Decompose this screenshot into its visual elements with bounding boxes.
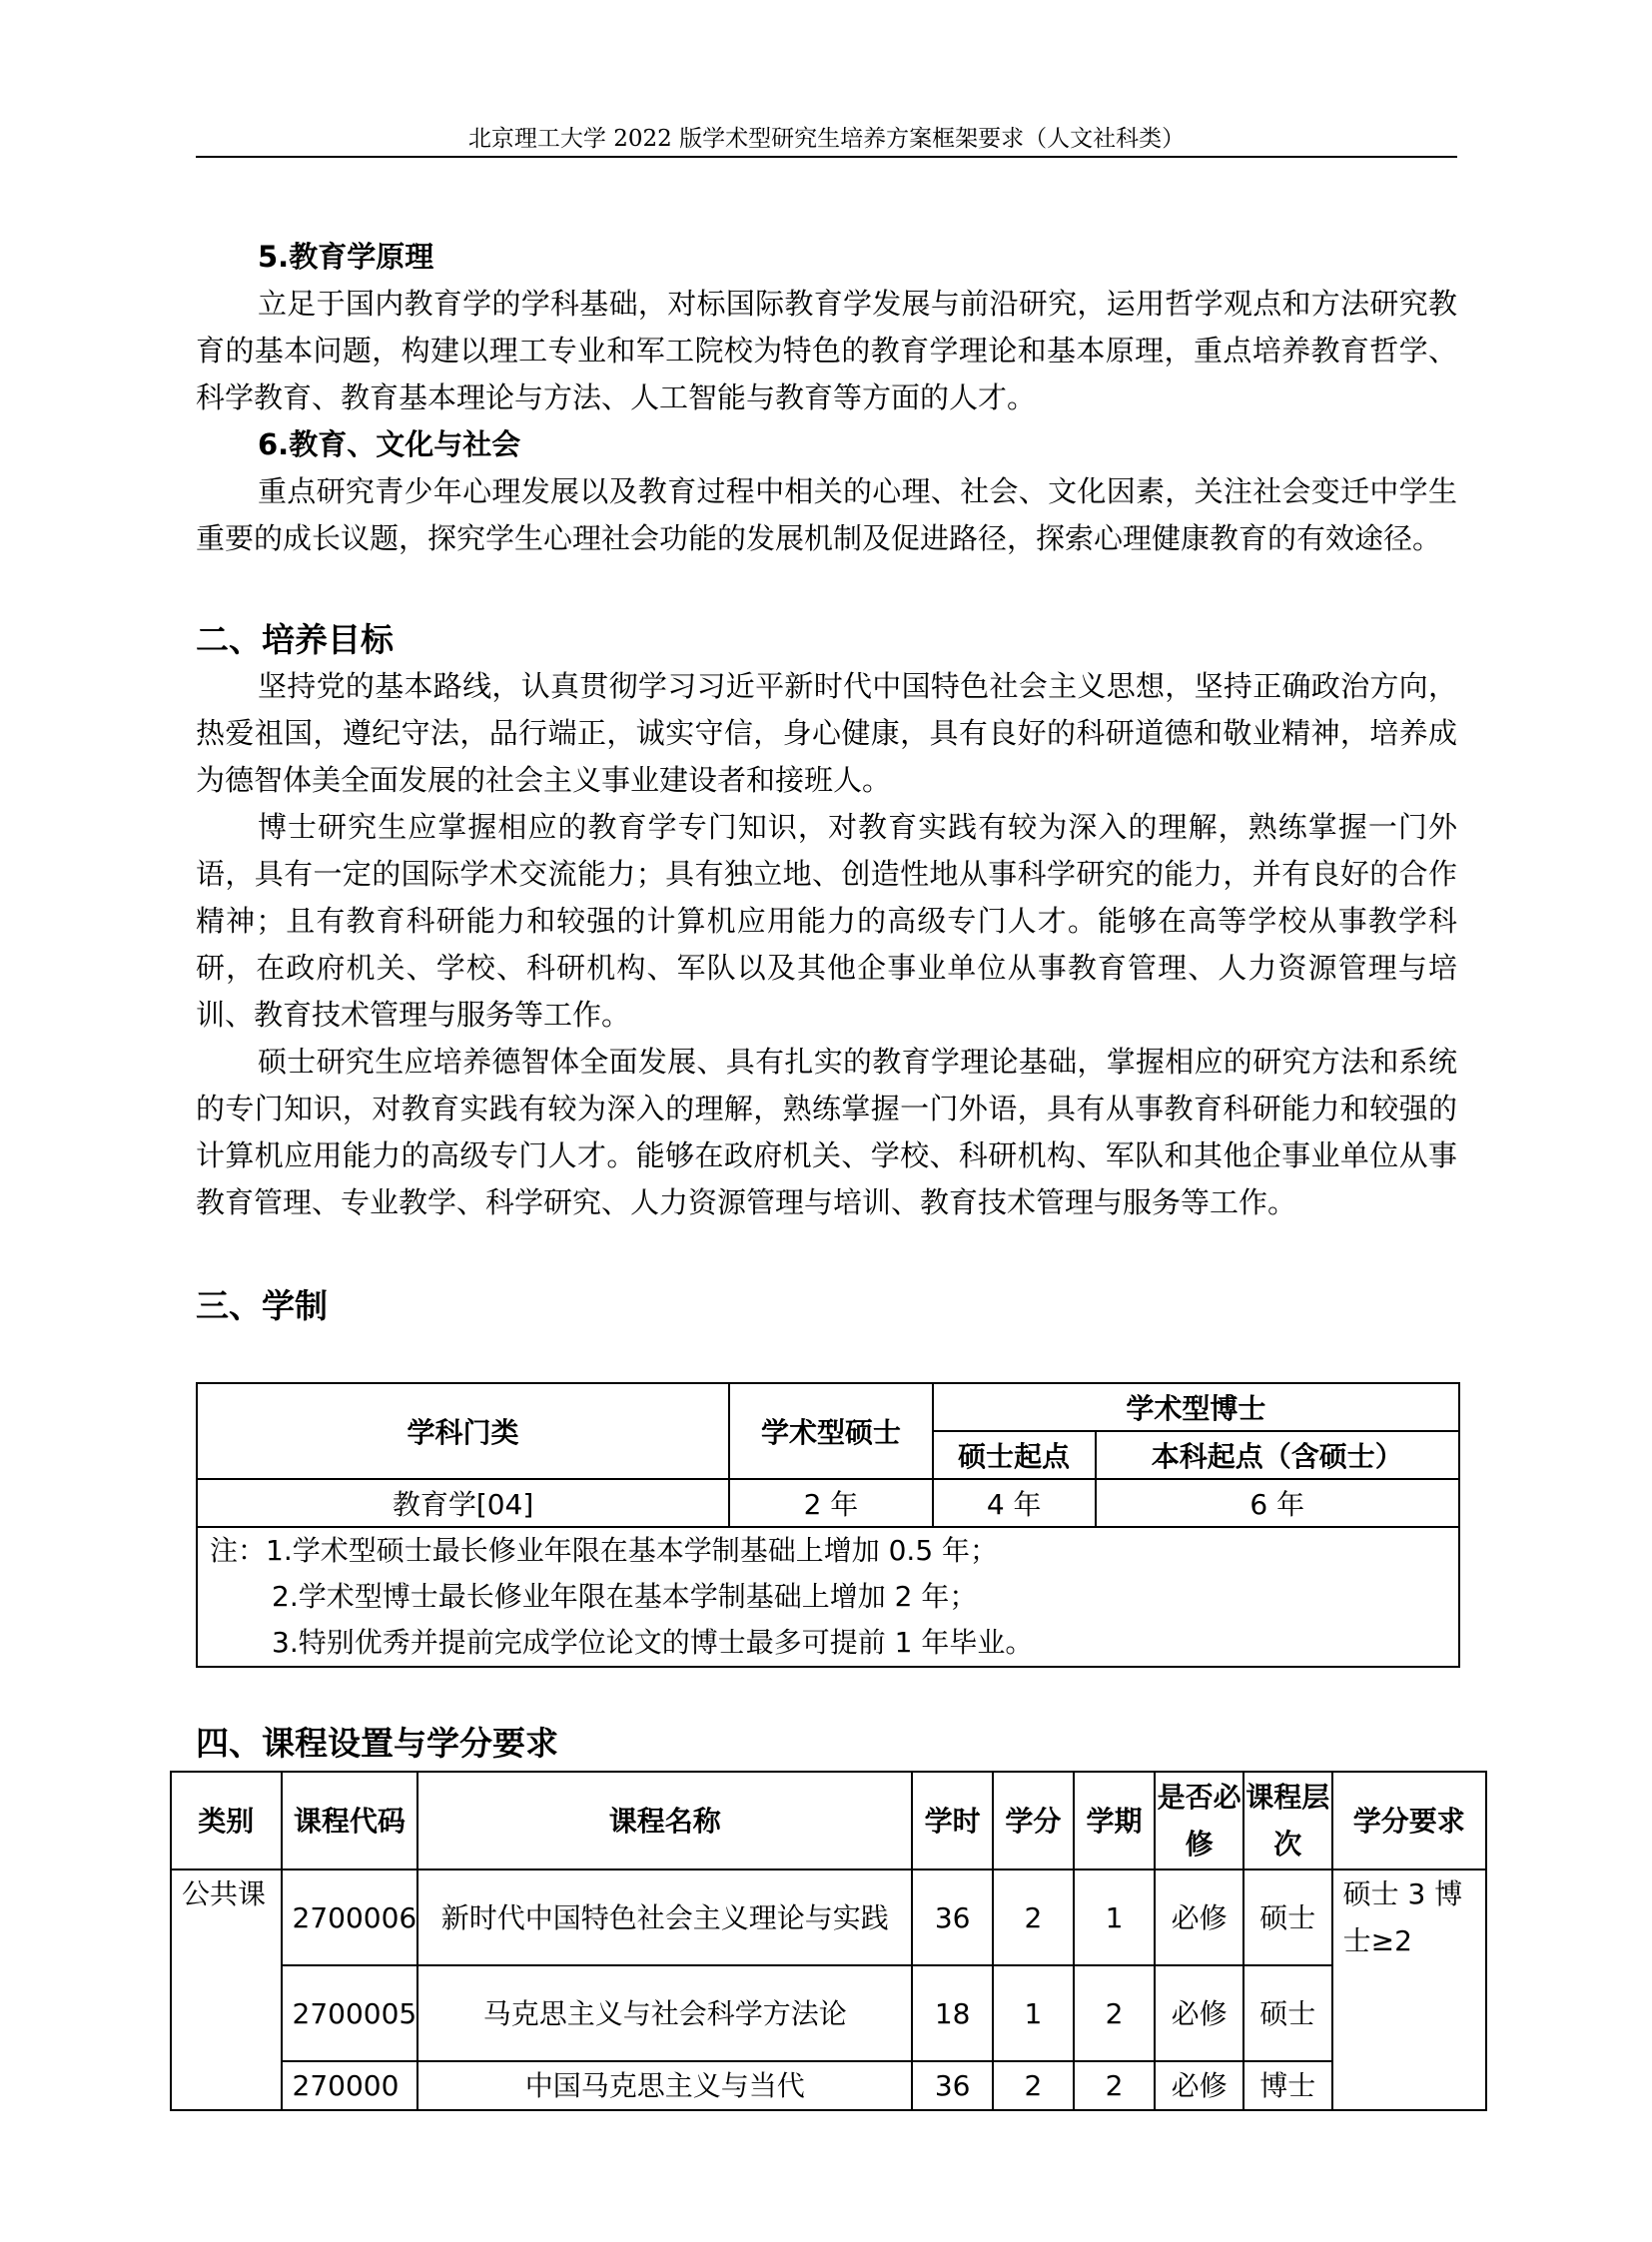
course-level: 博士 — [1243, 2061, 1332, 2110]
course-hours: 18 — [912, 1965, 993, 2061]
duration-header-doctor-from-master: 硕士起点 — [933, 1431, 1096, 1479]
duration-header-doctor-from-bachelor: 本科起点（含硕士） — [1096, 1431, 1459, 1479]
course-header-level: 课程层次 — [1243, 1772, 1332, 1869]
course-header-required: 是否必修 — [1155, 1772, 1243, 1869]
header-rule — [196, 156, 1457, 158]
page-header: 北京理工大学 2022 版学术型研究生培养方案框架要求（人文社科类） — [467, 126, 1186, 152]
course-level: 硕士 — [1243, 1965, 1332, 2061]
duration-header-category: 学科门类 — [197, 1383, 729, 1479]
duration-table — [196, 1382, 1460, 1668]
duration-note-3: 3.特别优秀并提前完成学位论文的博士最多可提前 1 年毕业。 — [272, 1626, 1034, 1659]
courses-heading: 四、课程设置与学分要求 — [196, 1724, 558, 1763]
goals-paragraph-2: 博士研究生应掌握相应的教育学专门知识，对教育实践有较为深入的理解，熟练掌握一门外语，具有一定的国际学术交流能力；具有独立地、创造性地从事科学研究的能力，并有良好的合作精神；且有教育科研能力和较强的计算机应用能力的高级专门人才。能够在高等学校从事教学科研，在政府机关、学校、科研机构、军队以及其他企事业单位从事教育管理、人力资源管理与培训、教育技术管理与服务等工作。 — [196, 810, 1457, 1032]
course-required: 必修 — [1155, 2061, 1243, 2110]
course-header-credits: 学分 — [993, 1772, 1074, 1869]
goals-paragraph-1: 坚持党的基本路线，认真贯彻学习习近平新时代中国特色社会主义思想，坚持正确政治方向，热爱祖国，遵纪守法，品行端正，诚实守信，身心健康，具有良好的科研道德和敬业精神，培养成为德智体美全面发展的社会主义事业建设者和接班人。 — [196, 669, 1457, 797]
course-code: 2700006 — [282, 1869, 418, 1965]
course-header-term: 学期 — [1074, 1772, 1156, 1869]
course-hours: 36 — [912, 1869, 993, 1965]
course-code: 270000 — [282, 2061, 418, 2110]
duration-header-master: 学术型硕士 — [729, 1383, 933, 1479]
duration-header-doctor: 学术型博士 — [933, 1383, 1459, 1431]
section6-body: 重点研究青少年心理发展以及教育过程中相关的心理、社会、文化因素，关注社会变迁中学生重要的成长议题，探究学生心理社会功能的发展机制及促进路径，探索心理健康教育的有效途径。 — [196, 474, 1457, 555]
section5-body: 立足于国内教育学的学科基础，对标国际教育学发展与前沿研究，运用哲学观点和方法研究教育的基本问题，构建以理工专业和军工院校为特色的教育学理论和基本原理，重点培养教育哲学、科学教育、教育基本理论与方法、人工智能与教育等方面的人才。 — [196, 287, 1457, 414]
duration-doctor-from-master: 4 年 — [933, 1479, 1096, 1527]
course-header-code: 课程代码 — [282, 1772, 418, 1869]
course-required: 必修 — [1155, 1869, 1243, 1965]
duration-category: 教育学[04] — [197, 1479, 729, 1527]
course-type: 公共课 — [171, 1869, 282, 2110]
section5-heading: 5.教育学原理 — [258, 240, 434, 274]
course-credits: 2 — [993, 1869, 1074, 1965]
course-header-requirement: 学分要求 — [1332, 1772, 1486, 1869]
course-credits: 1 — [993, 1965, 1074, 2061]
course-name: 新时代中国特色社会主义理论与实践 — [417, 1869, 912, 1965]
course-code: 2700005 — [282, 1965, 418, 2061]
course-level: 硕士 — [1243, 1869, 1332, 1965]
duration-doctor-from-bachelor: 6 年 — [1096, 1479, 1459, 1527]
course-term: 2 — [1074, 1965, 1156, 2061]
course-term: 1 — [1074, 1869, 1156, 1965]
course-requirement: 硕士 3 博士≥2 — [1332, 1869, 1486, 2110]
duration-master: 2 年 — [729, 1479, 933, 1527]
duration-note-1: 注：1.学术型硕士最长修业年限在基本学制基础上增加 0.5 年； — [210, 1534, 999, 1567]
course-header-name: 课程名称 — [417, 1772, 912, 1869]
duration-heading: 三、学制 — [196, 1286, 328, 1325]
course-term: 2 — [1074, 2061, 1156, 2110]
goals-heading: 二、培养目标 — [196, 620, 394, 659]
course-name: 中国马克思主义与当代 — [417, 2061, 912, 2110]
course-required: 必修 — [1155, 1965, 1243, 2061]
course-name: 马克思主义与社会科学方法论 — [417, 1965, 912, 2061]
duration-row — [197, 1479, 1459, 1527]
table-row — [171, 1965, 1486, 2061]
course-credits: 2 — [993, 2061, 1074, 2110]
course-hours: 36 — [912, 2061, 993, 2110]
table-row — [171, 2061, 1486, 2110]
section6-heading: 6.教育、文化与社会 — [258, 427, 521, 461]
course-header-hours: 学时 — [912, 1772, 993, 1869]
duration-notes — [197, 1527, 1459, 1667]
course-header-type: 类别 — [171, 1772, 282, 1869]
table-row — [171, 1869, 1486, 1965]
duration-note-2: 2.学术型博士最长修业年限在基本学制基础上增加 2 年； — [272, 1580, 978, 1613]
course-table — [170, 1771, 1487, 2111]
goals-paragraph-3: 硕士研究生应培养德智体全面发展、具有扎实的教育学理论基础，掌握相应的研究方法和系统的专门知识，对教育实践有较为深入的理解，熟练掌握一门外语，具有从事教育科研能力和较强的计算机应用能力的高级专门人才。能够在政府机关、学校、科研机构、军队和其他企事业单位从事教育管理、专业教学、科学研究、人力资源管理与培训、教育技术管理与服务等工作。 — [196, 1045, 1457, 1219]
